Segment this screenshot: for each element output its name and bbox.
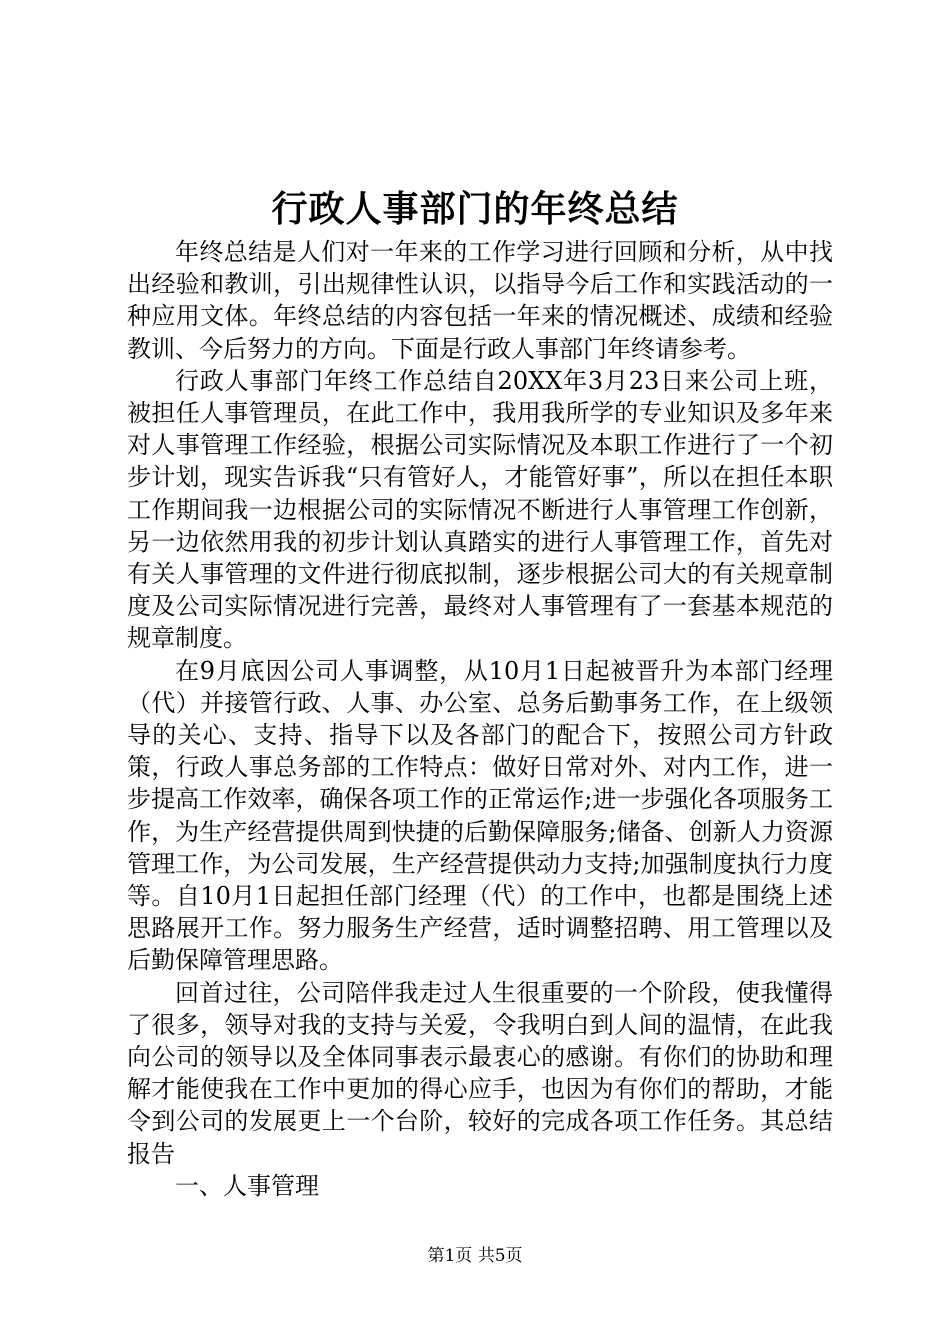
paragraph-gratitude: 回首过往，公司陪伴我走过人生很重要的一个阶段，使我懂得了很多，领导对我的支持与关爱，令我明白到人间的温情，在此我向公司的领导以及全体同事表示最衷心的感谢。有你们的协助和理解才能使我在工作中更加的得心应手，也因为有你们的帮助，才能令到公司的发展更上一个台阶，较好的完成各项工作任务。其总结报告	[127, 978, 833, 1168]
paragraph-intro: 年终总结是人们对一年来的工作学习进行回顾和分析，从中找出经验和教训，引出规律性认识，以指导今后工作和实践活动的一种应用文体。年终总结的内容包括一年来的情况概述、成绩和经验教训、今后努力的方向。下面是行政人事部门年终请参考。	[127, 238, 833, 363]
section-heading-hr: 一、人事管理	[175, 1171, 319, 1200]
document-body	[127, 236, 833, 1202]
document-title: 行政人事部门的年终总结	[271, 188, 679, 230]
page-footer: 第1页 共5页	[427, 1246, 523, 1266]
paragraph-hr-start: 行政人事部门年终工作总结自20XX年3月23日来公司上班，被担任人事管理员，在此工作中，我用我所学的专业知识及多年来对人事管理工作经验，根据公司实际情况及本职工作进行了一个初步计划，现实告诉我“只有管好人，才能管好事”，所以在担任本职工作期间我一边根据公司的实际情况不断进行人事管理工作创新，另一边依然用我的初步计划认真踏实的进行人事管理工作，首先对有关人事管理的文件进行彻底拟制，逐步根据公司大的有关规章制度及公司实际情况进行完善，最终对人事管理有了一套基本规范的规章制度。	[127, 366, 833, 653]
paragraph-promotion: 在9月底因公司人事调整，从10月1日起被晋升为本部门经理（代）并接管行政、人事、办公室、总务后勤事务工作，在上级领导的关心、支持、指导下以及各部门的配合下，按照公司方针政策，行政人事总务部的工作特点：做好日常对外、对内工作，进一步提高工作效率，确保各项工作的正常运作;进一步强化各项服务工作，为生产经营提供周到快捷的后勤保障服务;储备、创新人力资源管理工作，为公司发展，生产经营提供动力支持;加强制度执行力度等。自10月1日起担任部门经理（代）的工作中，也都是围绕上述思路展开工作。努力服务生产经营，适时调整招聘、用工管理以及后勤保障管理思路。	[127, 656, 833, 975]
